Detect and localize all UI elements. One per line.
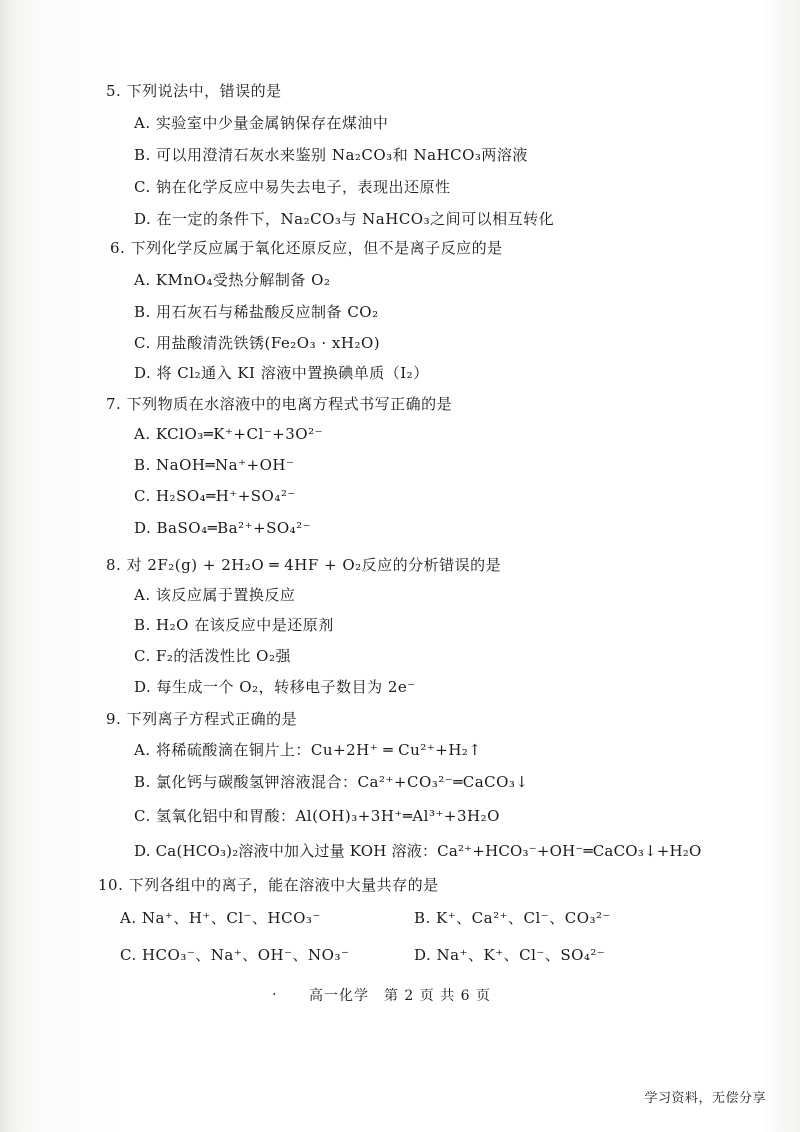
question-8-option-a: A. 该反应属于置换反应 [134, 586, 296, 604]
question-8-option-b: B. H₂O 在该反应中是还原剂 [134, 616, 334, 634]
question-7-option-c: C. H₂SO₄═H⁺+SO₄²⁻ [134, 487, 296, 505]
question-10-option-b: B. K⁺、Ca²⁺、Cl⁻、CO₃²⁻ [414, 909, 611, 927]
question-6-option-b: B. 用石灰石与稀盐酸反应制备 CO₂ [134, 303, 379, 321]
question-9-stem: 9. 下列离子方程式正确的是 [106, 710, 298, 728]
question-5-option-b: B. 可以用澄清石灰水来鉴别 Na₂CO₃和 NaHCO₃两溶液 [134, 146, 528, 164]
question-5-option-c: C. 钠在化学反应中易失去电子，表现出还原性 [134, 178, 451, 196]
question-10-option-a: A. Na⁺、H⁺、Cl⁻、HCO₃⁻ [120, 909, 321, 927]
question-7-option-b: B. NaOH═Na⁺+OH⁻ [134, 456, 295, 474]
question-7-option-a: A. KClO₃═K⁺+Cl⁻+3O²⁻ [134, 425, 324, 443]
question-8-option-c: C. F₂的活泼性比 O₂强 [134, 647, 291, 665]
page-number-label: 高一化学 第 2 页 共 6 页 [308, 988, 492, 1004]
question-7-stem: 7. 下列物质在水溶液中的电离方程式书写正确的是 [106, 395, 453, 413]
question-6-option-a: A. KMnO₄受热分解制备 O₂ [134, 271, 331, 289]
question-9-option-b: B. 氯化钙与碳酸氢钾溶液混合：Ca²⁺+CO₃²⁻═CaCO₃↓ [134, 773, 529, 791]
footer-dot: . [272, 983, 278, 999]
question-9-option-a: A. 将稀硫酸滴在铜片上：Cu+2H⁺ ═ Cu²⁺+H₂↑ [134, 741, 482, 759]
question-6-option-c: C. 用盐酸清洗铁锈(Fe₂O₃ · xH₂O) [134, 334, 381, 352]
question-5-stem: 5. 下列说法中，错误的是 [106, 82, 282, 100]
question-10-option-d: D. Na⁺、K⁺、Cl⁻、SO₄²⁻ [414, 946, 606, 964]
question-10-stem: 10. 下列各组中的离子，能在溶液中大量共存的是 [98, 876, 439, 894]
question-6-stem: 6. 下列化学反应属于氧化还原反应，但不是离子反应的是 [110, 239, 503, 257]
watermark-text: 学习资料，无偿分享 [644, 1091, 766, 1106]
question-8-stem: 8. 对 2F₂(g) + 2H₂O ═ 4HF + O₂反应的分析错误的是 [106, 556, 502, 574]
question-10-option-c: C. HCO₃⁻、Na⁺、OH⁻、NO₃⁻ [120, 946, 350, 964]
question-9-option-d: D. Ca(HCO₃)₂溶液中加入过量 KOH 溶液：Ca²⁺+HCO₃⁻+OH⁻═CaCO₃↓+H₂O [134, 842, 702, 860]
question-5-option-d: D. 在一定的条件下，Na₂CO₃与 NaHCO₃之间可以相互转化 [134, 210, 555, 228]
question-7-option-d: D. BaSO₄═Ba²⁺+SO₄²⁻ [134, 519, 312, 537]
page-footer [0, 985, 800, 1005]
question-6-option-d: D. 将 Cl₂通入 KI 溶液中置换碘单质（I₂） [134, 364, 429, 382]
question-5-option-a: A. 实验室中少量金属钠保存在煤油中 [134, 114, 389, 132]
question-8-option-d: D. 每生成一个 O₂，转移电子数目为 2e⁻ [134, 678, 416, 696]
question-9-option-c: C. 氢氧化铝中和胃酸：Al(OH)₃+3H⁺═Al³⁺+3H₂O [134, 807, 500, 825]
